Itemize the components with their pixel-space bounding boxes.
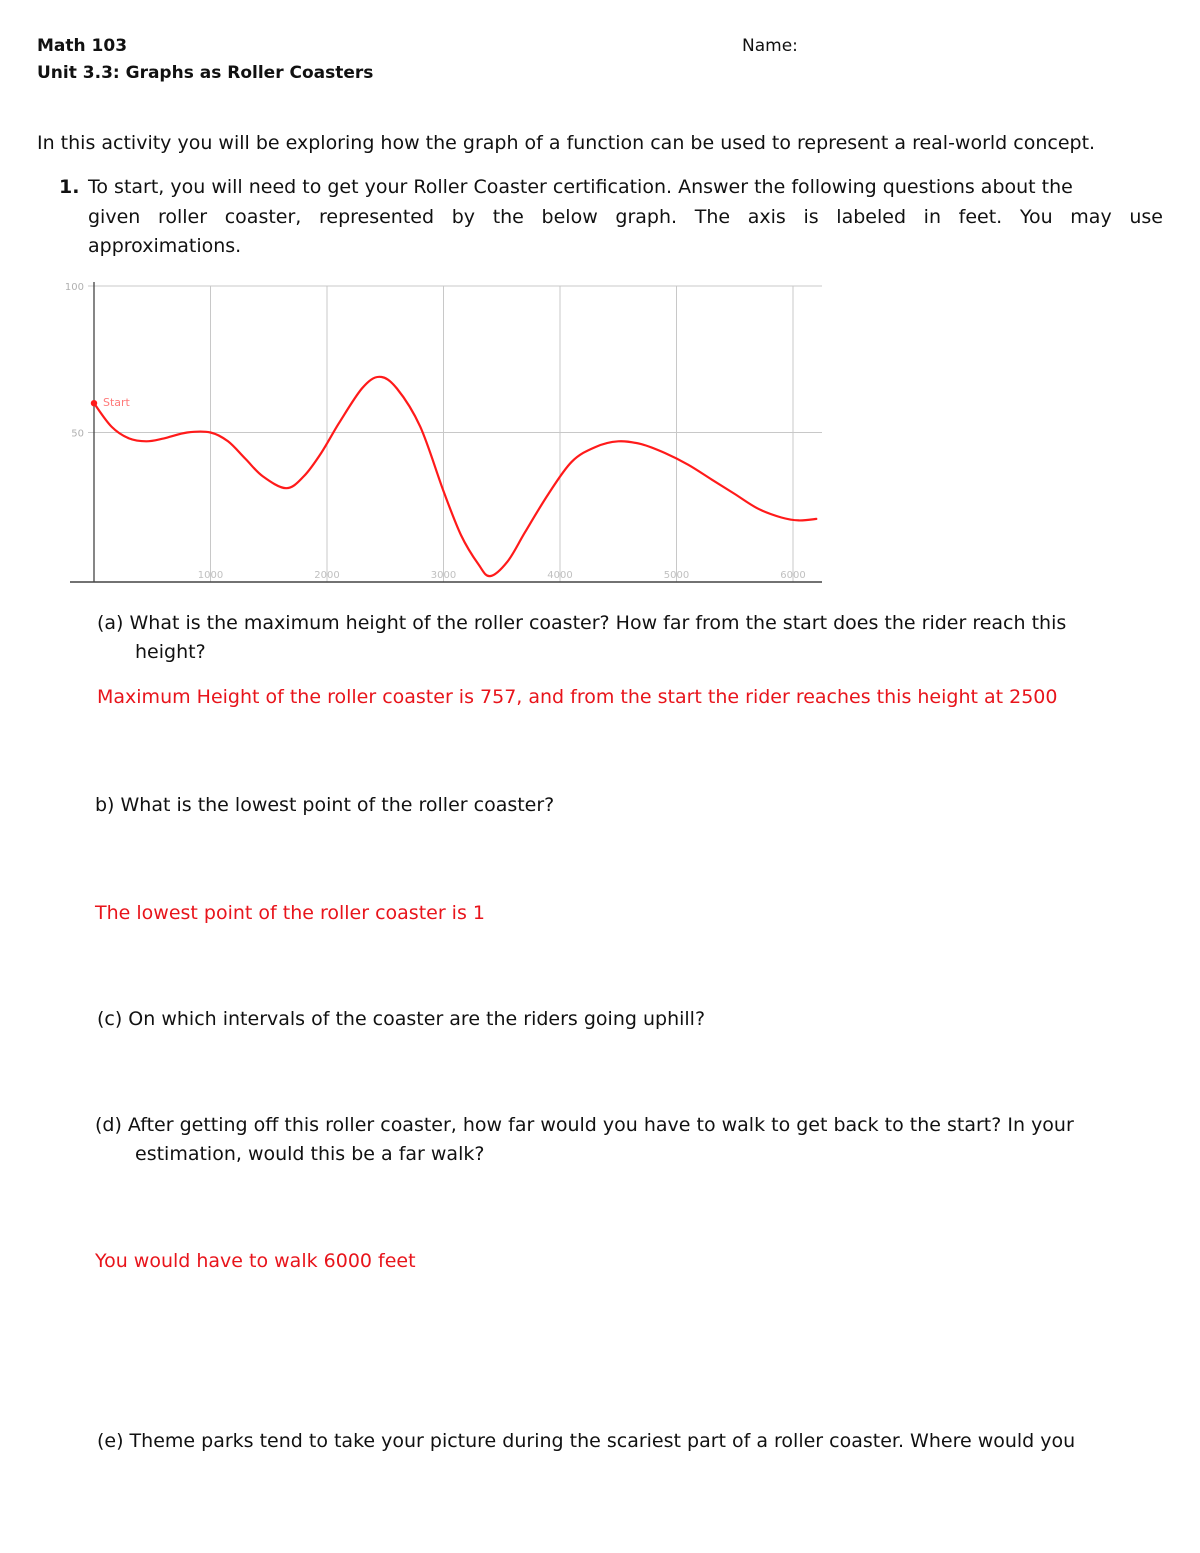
question-a-line1: (a) What is the maximum height of the roller coaster? How far from the start does the rider reach this [97, 612, 1067, 634]
grid-lines [88, 286, 822, 582]
question1-line1: To start, you will need to get your Roller Coaster certification. Answer the following questions about the [88, 176, 1073, 198]
question1-line2: given roller coaster, represented by the below graph. The axis is labeled in feet. You may use [88, 206, 1163, 228]
question-c: (c) On which intervals of the coaster are the riders going uphill? [97, 1008, 706, 1030]
answer-a: Maximum Height of the roller coaster is 757, and from the start the rider reaches this height at 2500 [97, 686, 1058, 708]
question-number: 1. [59, 176, 80, 198]
question-d-line1: (d) After getting off this roller coaster, how far would you have to walk to get back to the start? In your [95, 1114, 1074, 1136]
course-title: Math 103 [37, 36, 128, 56]
x-tick-label: 2000 [314, 570, 340, 581]
answer-b: The lowest point of the roller coaster is 1 [95, 902, 485, 924]
y-tick-label: 100 [64, 282, 84, 293]
x-tick-label: 1000 [197, 570, 224, 581]
name-label: Name: [742, 36, 798, 56]
question-a-line2: height? [135, 641, 206, 663]
intro-text: In this activity you will be exploring how the graph of a function can be used to represent a real-world concept. [37, 132, 1096, 154]
tick-labels [65, 282, 806, 581]
x-tick-label: 6000 [780, 570, 806, 581]
question-d-line2: estimation, would this be a far walk? [135, 1143, 485, 1165]
unit-title: Unit 3.3: Graphs as Roller Coasters [37, 63, 374, 83]
start-label: Start [103, 396, 130, 410]
answer-d: You would have to walk 6000 feet [95, 1250, 416, 1272]
coaster-curve [91, 377, 817, 576]
question-e-line1: (e) Theme parks tend to take your picture during the scariest part of a roller coaster. Where would you [97, 1430, 1076, 1452]
y-tick-label: 50 [71, 428, 84, 440]
question-b: b) What is the lowest point of the roller coaster? [95, 794, 555, 816]
x-tick-label: 5000 [663, 570, 690, 581]
start-point [91, 400, 97, 406]
coaster-line [94, 377, 816, 576]
x-tick-label: 3000 [430, 570, 457, 581]
roller-coaster-graph [58, 276, 828, 586]
x-tick-label: 4000 [547, 570, 573, 581]
question1-line3: approximations. [88, 235, 242, 257]
